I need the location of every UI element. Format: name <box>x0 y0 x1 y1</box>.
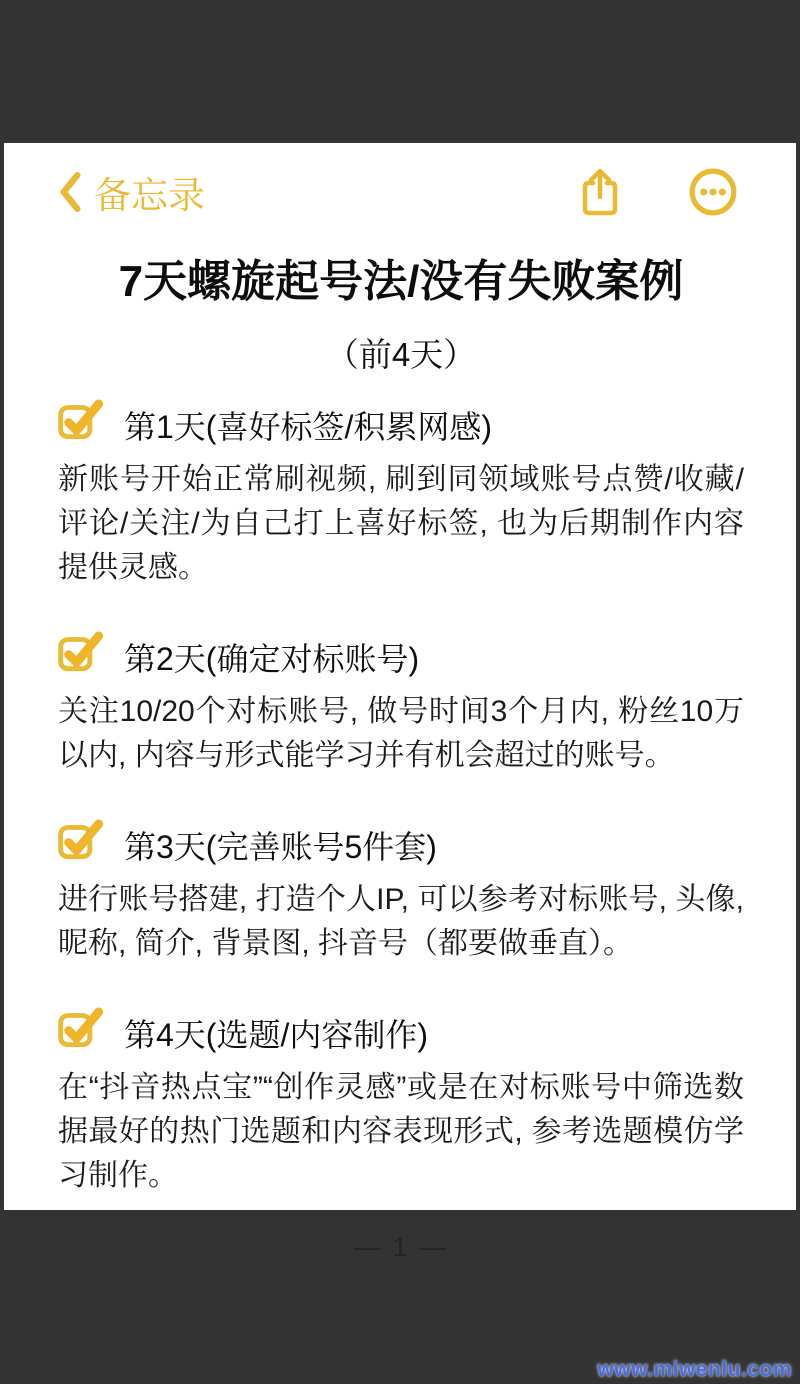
nav-actions <box>578 166 744 218</box>
section-header-label: 第3天(完善账号5件套) <box>124 829 437 865</box>
share-icon[interactable] <box>578 166 622 218</box>
nav-bar <box>58 163 744 221</box>
section-body-text: 在“抖音热点宝”“创作灵感”或是在对标账号中筛选数据最好的热门选题和内容表现形式, 参考选题模仿学习制作。 <box>58 1071 744 1192</box>
day-section <box>58 822 744 966</box>
page-number: — 1 — <box>353 1232 449 1262</box>
section-body-text: 进行账号搭建, 打造个人IP, 可以参考对标账号, 头像, 昵称, 简介, 背景图, 抖音号（都要做垂直）。 <box>58 883 744 960</box>
section-header-row <box>58 822 744 868</box>
section-header-row <box>58 1010 744 1056</box>
section-body-text: 新账号开始正常刷视频, 刷到同领域账号点赞/收藏/评论/关注/为自己打上喜好标签, 也为后期制作内容提供灵感。 <box>58 463 744 584</box>
section-header-row <box>58 634 744 680</box>
checked-checkbox-icon[interactable] <box>58 398 104 448</box>
day-section <box>58 402 744 590</box>
checked-checkbox-icon[interactable] <box>58 1006 104 1056</box>
back-button-label: 备忘录 <box>94 175 205 216</box>
chevron-left-icon <box>58 172 82 212</box>
section-header-label: 第4天(选题/内容制作) <box>124 1017 429 1053</box>
checked-checkbox-icon[interactable] <box>58 818 104 868</box>
section-header-label: 第2天(确定对标账号) <box>124 641 420 677</box>
section-body-text: 关注10/20个对标账号, 做号时间3个月内, 粉丝10万以内, 内容与形式能学习并有机会超过的账号。 <box>58 695 744 772</box>
back-button[interactable] <box>58 165 205 219</box>
watermark-url: www.miwenlu.com <box>597 1358 792 1381</box>
note-title: 7天螺旋起号法/没有失败案例 <box>118 257 684 306</box>
day-section <box>58 634 744 778</box>
section-header-row <box>58 402 744 448</box>
checked-checkbox-icon[interactable] <box>58 630 104 680</box>
ellipsis-circle-icon[interactable] <box>688 167 738 217</box>
section-header-label: 第1天(喜好标签/积累网感) <box>124 409 493 445</box>
day-section <box>58 1010 744 1198</box>
note-subtitle: （前4天） <box>325 336 477 373</box>
notes-app-page <box>4 143 796 1262</box>
